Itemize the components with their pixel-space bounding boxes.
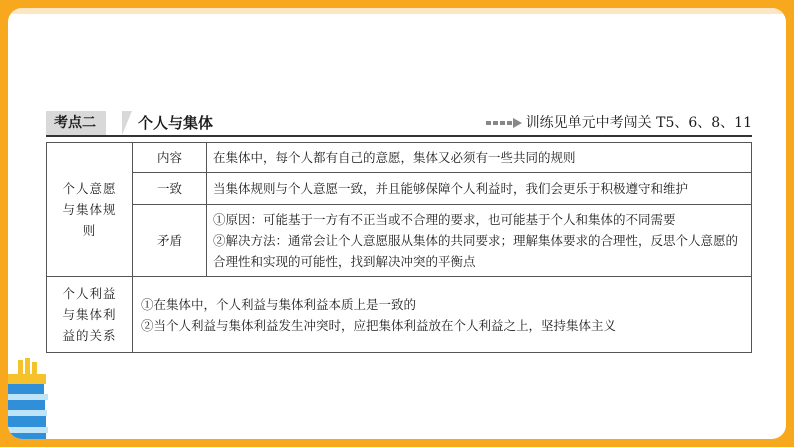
table-row — [47, 173, 752, 205]
topic-label: 考点二 — [46, 111, 106, 135]
header-rule — [46, 135, 752, 137]
slide — [8, 8, 786, 439]
row-content-interests — [133, 277, 752, 353]
topic-reference — [486, 111, 752, 135]
row-content-content — [207, 143, 752, 173]
content-line: ②解决方法：通常会让个人意愿服从集体的共同要求；理解集体要求的合理性，反思个人意愿的合理性和实现的可能性，找到解决冲突的平衡点 — [213, 233, 739, 269]
row-label-content: 内容 — [133, 143, 207, 173]
content-line: ②当个人利益与集体利益发生冲突时，应把集体利益放在个人利益之上，坚持集体主义 — [141, 317, 617, 333]
topic-reference-text: 训练见单元中考闯关 T5、6、8、11 — [525, 115, 752, 131]
table-row — [47, 205, 752, 277]
row-label-conflict: 矛盾 — [133, 205, 207, 277]
topic-header — [46, 111, 752, 135]
content-line: ①在集体中，个人利益与集体利益本质上是一致的 — [141, 296, 417, 312]
table-row — [47, 277, 752, 353]
books-icon — [8, 358, 48, 439]
table-row — [47, 143, 752, 173]
category-cell-interests: 个人利益与集体利益的关系 — [47, 277, 133, 353]
row-content-consistent — [207, 173, 752, 205]
content-line: 当集体规则与个人意愿一致，并且能够保障个人利益时，我们会更乐于积极遵守和维护 — [213, 181, 689, 196]
topic-label-slash — [122, 111, 132, 135]
top-stripe — [8, 8, 786, 14]
row-content-conflict — [207, 205, 752, 277]
knowledge-table — [46, 142, 752, 353]
content-line: 在集体中，每个人都有自己的意愿，集体又必须有一些共同的规则 — [213, 150, 576, 165]
content-line: ①原因：可能基于一方有不正当或不合理的要求，也可能基于个人和集体的不同需要 — [213, 212, 676, 227]
topic-title: 个人与集体 — [138, 114, 214, 132]
arrow-right-icon — [486, 118, 522, 128]
row-label-consistent: 一致 — [133, 173, 207, 205]
category-cell-rules: 个人意愿与集体规则 — [47, 143, 133, 277]
